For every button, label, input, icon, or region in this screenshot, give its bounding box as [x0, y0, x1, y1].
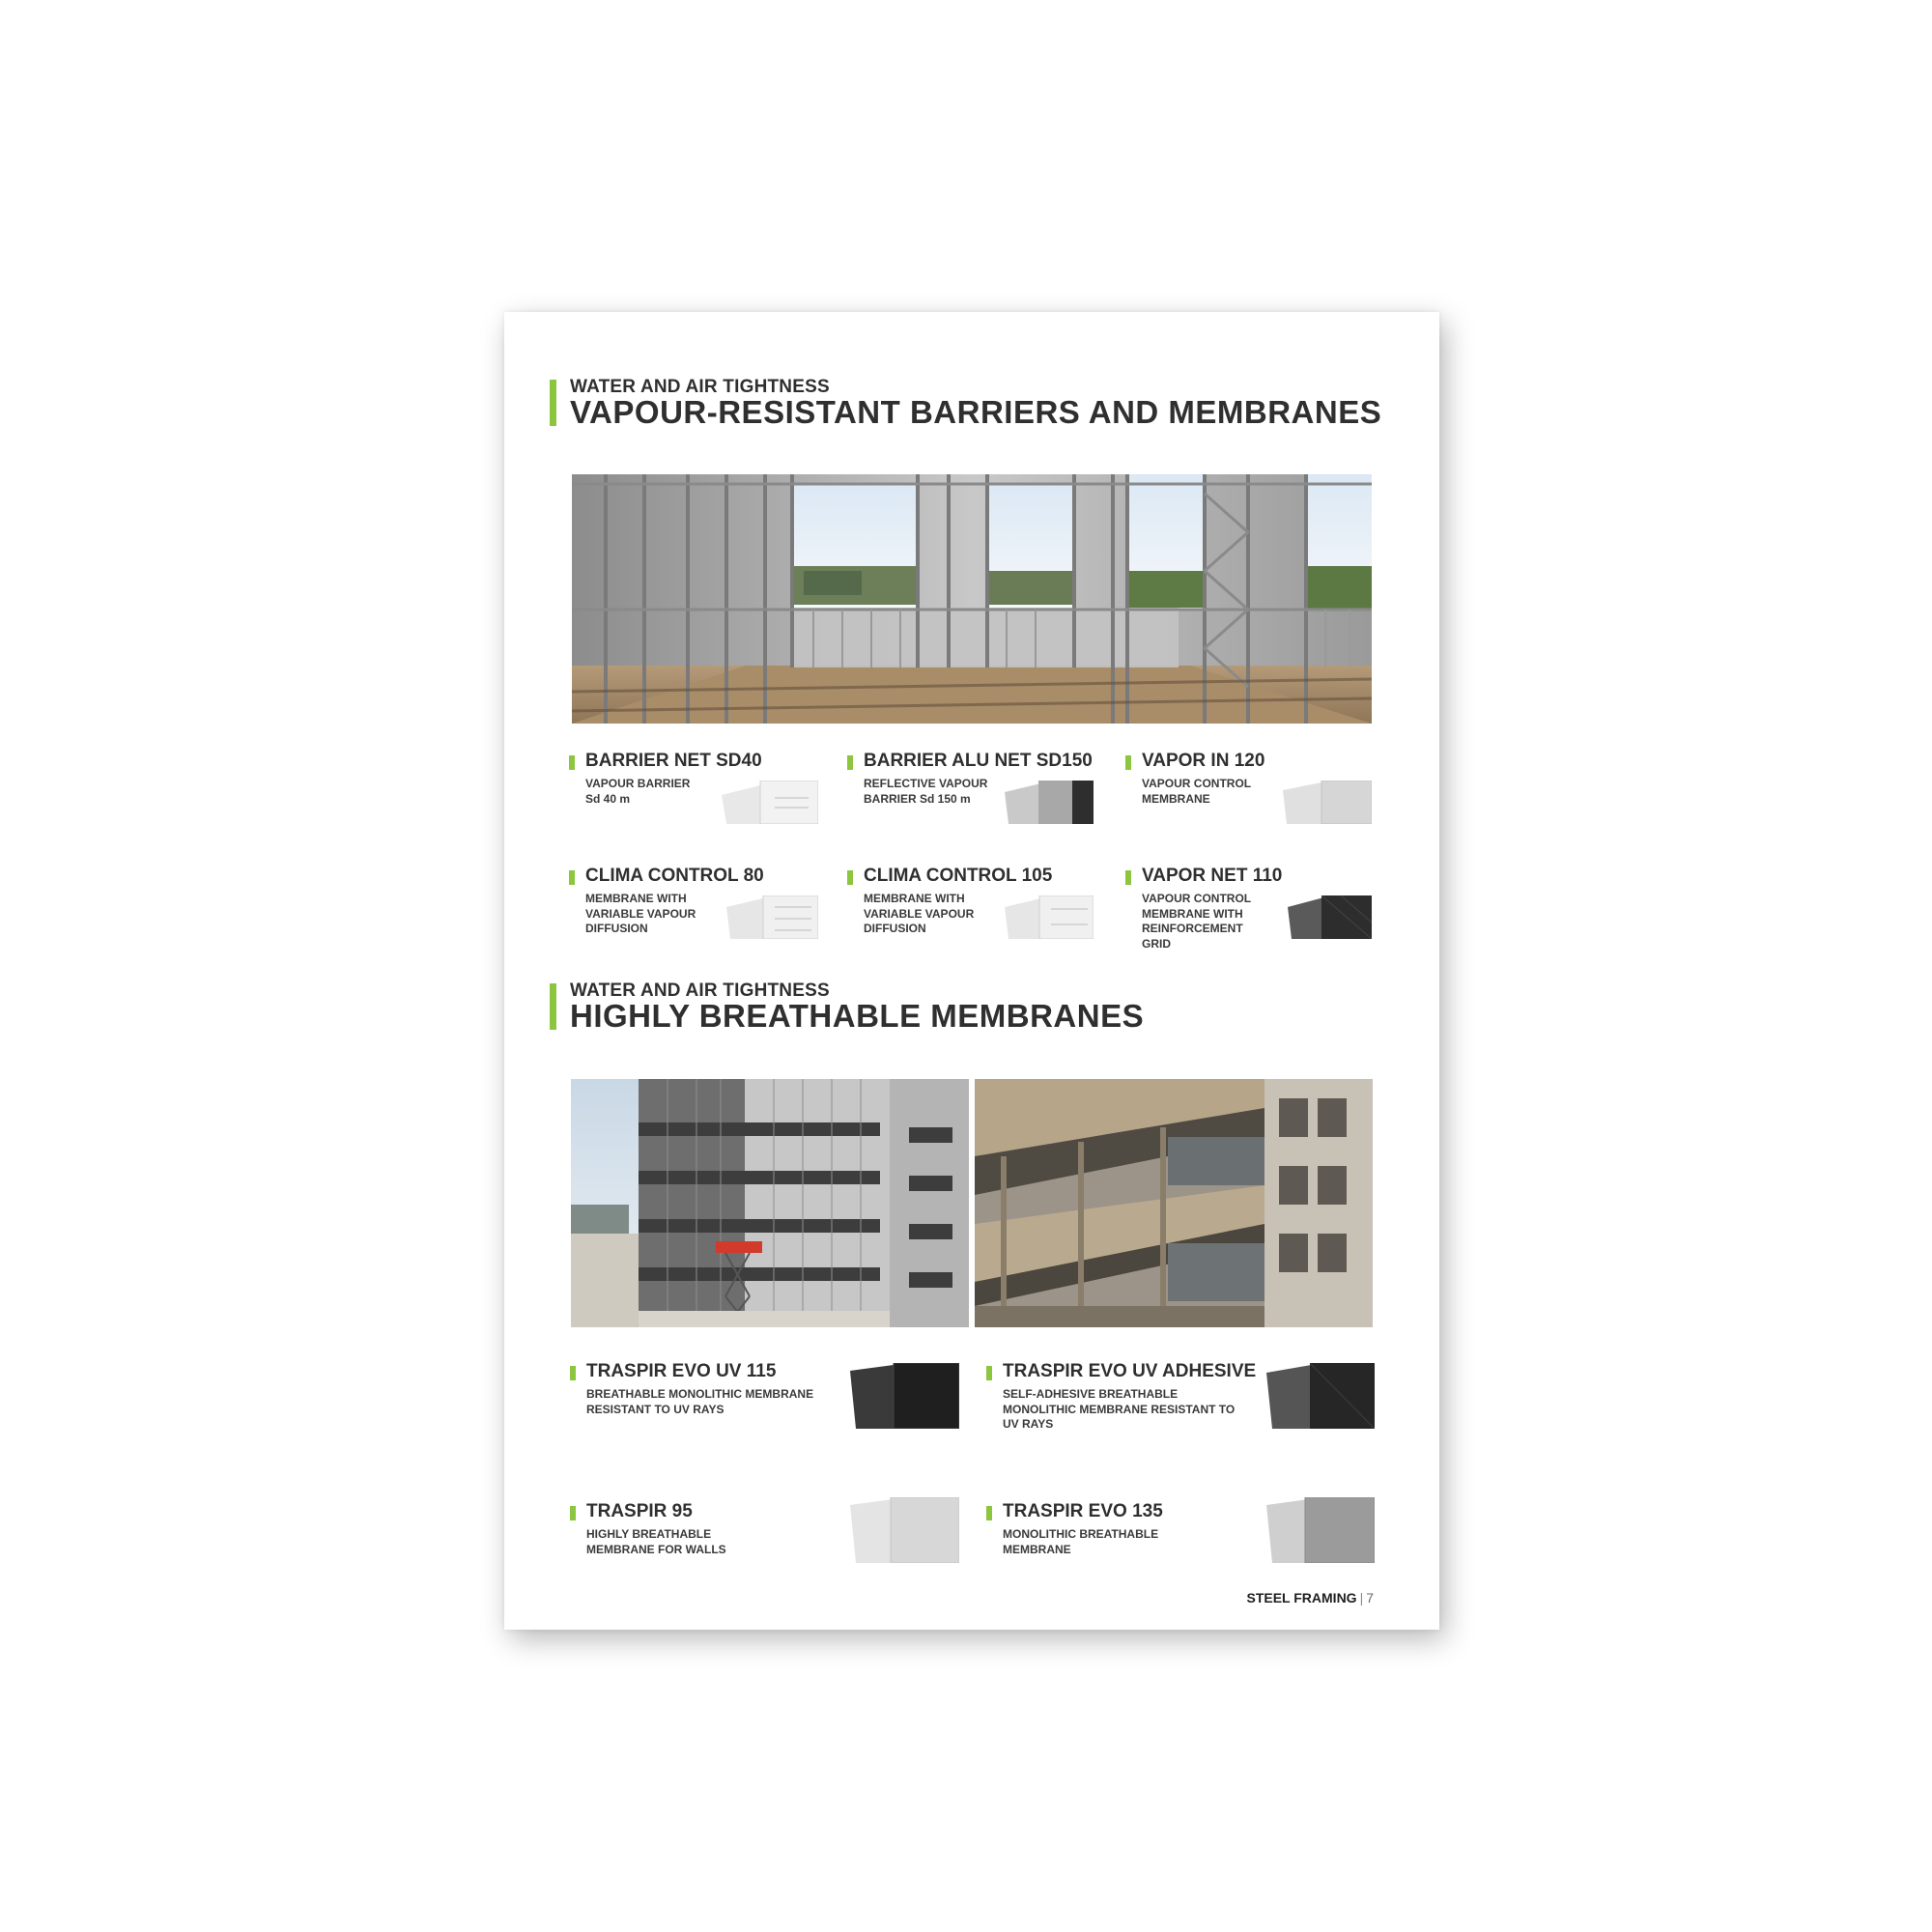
product-name: VAPOR IN 120: [1142, 751, 1265, 771]
product-vapor-net-110: [1125, 867, 1375, 959]
product-barrier-net-sd40: [569, 753, 818, 830]
membrane-roll-image: [726, 895, 818, 939]
accent-bar: [1125, 755, 1131, 770]
membrane-roll-image: [1005, 895, 1094, 939]
accent-bar: [847, 755, 853, 770]
membrane-roll-image: [1266, 1363, 1375, 1429]
product-name: BARRIER NET SD40: [585, 751, 762, 771]
section-kicker: WATER AND AIR TIGHTNESS: [570, 377, 830, 397]
accent-bar: [569, 755, 575, 770]
product-description: MEMBRANE WITH VARIABLE VAPOUR DIFFUSION: [585, 892, 696, 935]
footer-separator: |: [1359, 1590, 1364, 1605]
membrane-roll-image: [1266, 1497, 1375, 1563]
product-description: MONOLITHIC BREATHABLE MEMBRANE: [1003, 1527, 1159, 1556]
product-name: TRASPIR EVO 135: [1003, 1501, 1163, 1521]
membrane-roll-image: [850, 1497, 959, 1563]
product-name: TRASPIR EVO UV ADHESIVE: [1003, 1361, 1257, 1381]
section-kicker: WATER AND AIR TIGHTNESS: [570, 980, 830, 1001]
accent-bar: [847, 870, 853, 885]
steel-frame-interior-photo: [572, 474, 1372, 724]
page-footer: [1246, 1590, 1374, 1605]
membrane-roll-image: [722, 781, 818, 824]
wrapped-structure-photo: [975, 1079, 1373, 1327]
product-name: CLIMA CONTROL 80: [585, 866, 764, 886]
membrane-roll-image: [1283, 781, 1372, 824]
product-clima-control-80: [569, 867, 818, 959]
product-name: TRASPIR EVO UV 115: [586, 1361, 777, 1381]
accent-bar: [986, 1506, 992, 1520]
product-clima-control-105: [847, 867, 1096, 959]
membrane-roll-image: [1288, 895, 1372, 939]
product-description: VAPOUR CONTROL MEMBRANE WITH REINFORCEMENT GRID: [1142, 892, 1252, 951]
section-title: HIGHLY BREATHABLE MEMBRANES: [570, 998, 1145, 1034]
product-name: VAPOR NET 110: [1142, 866, 1283, 886]
page-number: 7: [1366, 1590, 1374, 1605]
accent-bar: [570, 1366, 576, 1380]
product-traspir-evo-uv-115: [570, 1363, 961, 1440]
product-description: SELF-ADHESIVE BREATHABLE MONOLITHIC MEMBRANE RESISTANT TO UV RAYS: [1003, 1387, 1236, 1431]
brochure-page: [504, 312, 1439, 1630]
footer-label: STEEL FRAMING: [1246, 1590, 1357, 1605]
product-vapor-in-120: [1125, 753, 1375, 830]
accent-bar: [550, 983, 556, 1030]
product-traspir-evo-uv-adhesive: [986, 1363, 1375, 1440]
product-traspir-evo-135: [986, 1503, 1375, 1580]
accent-bar: [1125, 870, 1131, 885]
product-traspir-95: [570, 1503, 961, 1580]
accent-bar: [569, 870, 575, 885]
product-barrier-alu-net-sd150: [847, 753, 1096, 830]
product-name: BARRIER ALU NET SD150: [864, 751, 1093, 771]
product-description: REFLECTIVE VAPOUR BARRIER Sd 150 m: [864, 777, 988, 806]
product-description: HIGHLY BREATHABLE MEMBRANE FOR WALLS: [586, 1527, 726, 1556]
membrane-roll-image: [850, 1363, 959, 1429]
product-name: TRASPIR 95: [586, 1501, 693, 1521]
product-description: BREATHABLE MONOLITHIC MEMBRANE RESISTANT TO UV RAYS: [586, 1387, 814, 1416]
product-description: VAPOUR CONTROL MEMBRANE: [1142, 777, 1252, 806]
accent-bar: [550, 380, 556, 426]
building-facade-photo: [571, 1079, 969, 1327]
product-name: CLIMA CONTROL 105: [864, 866, 1053, 886]
accent-bar: [986, 1366, 992, 1380]
product-description: VAPOUR BARRIER Sd 40 m: [585, 777, 691, 806]
product-description: MEMBRANE WITH VARIABLE VAPOUR DIFFUSION: [864, 892, 975, 935]
section-title: VAPOUR-RESISTANT BARRIERS AND MEMBRANES: [570, 394, 1382, 430]
accent-bar: [570, 1506, 576, 1520]
membrane-roll-image: [1005, 781, 1094, 824]
